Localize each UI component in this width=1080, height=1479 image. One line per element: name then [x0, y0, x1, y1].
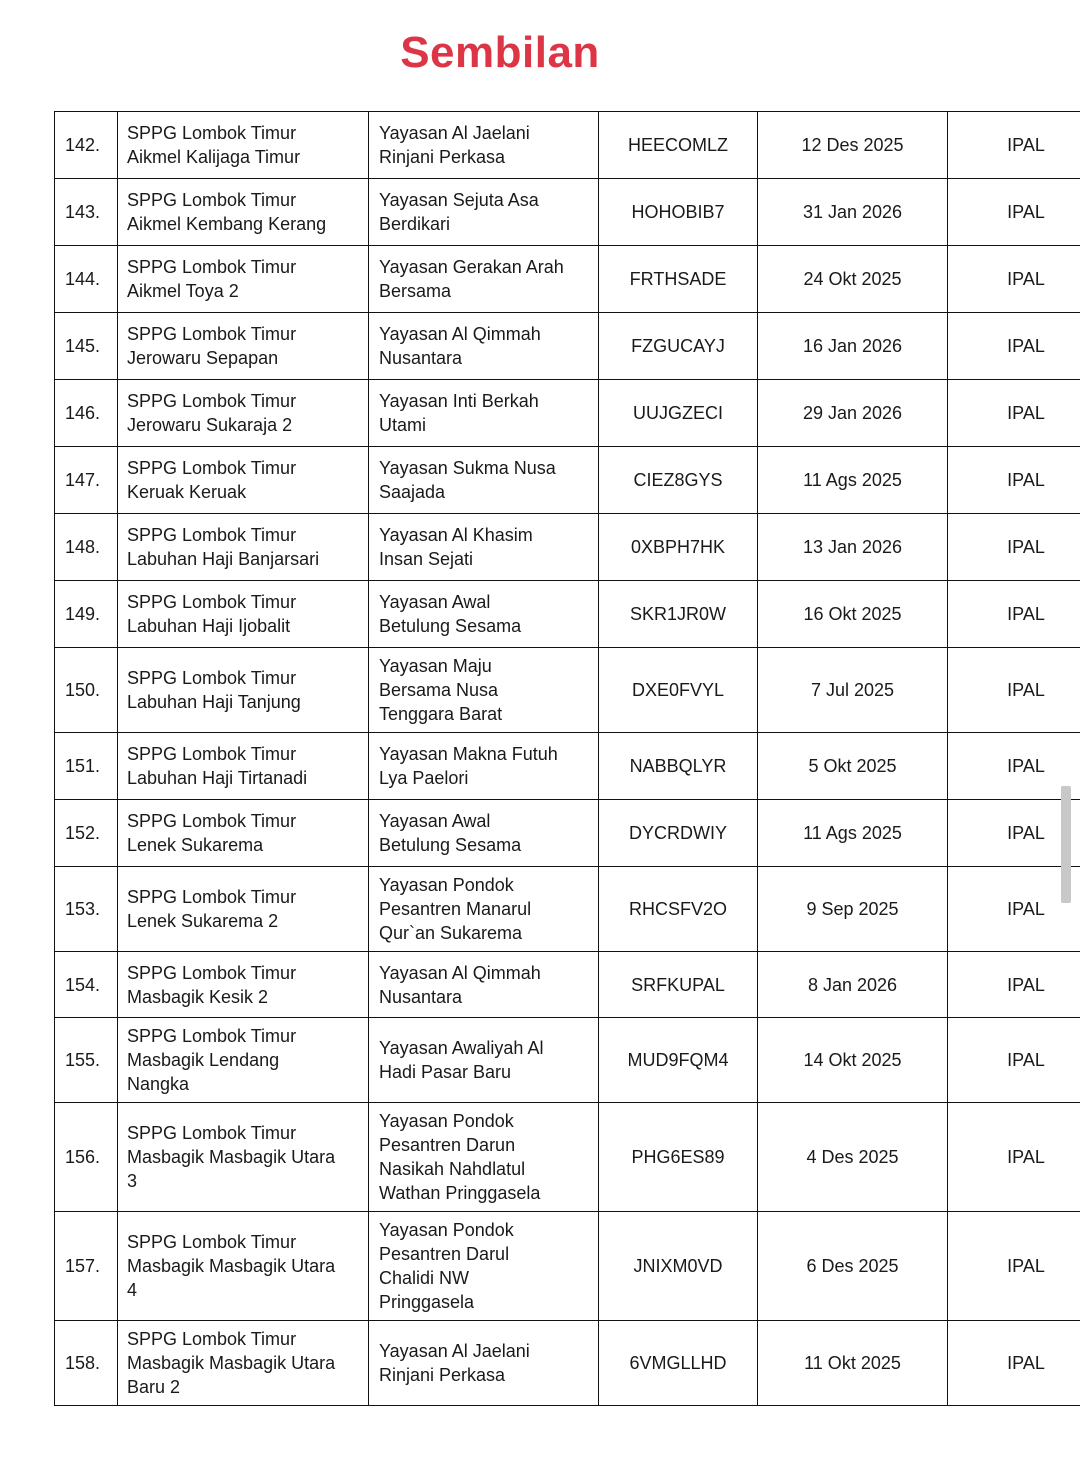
sppg-name — [118, 112, 369, 179]
type-cell: IPAL — [948, 246, 1080, 313]
sppg-name-line: Aikmel Toya 2 — [127, 281, 239, 301]
table-row — [55, 112, 1080, 179]
sppg-name — [118, 380, 369, 447]
sppg-name-line: 4 — [127, 1280, 138, 1300]
foundation-name-line: Yayasan Al Qimmah — [379, 324, 541, 344]
sppg-name-line: Masbagik Kesik 2 — [127, 986, 269, 1007]
type-cell: IPAL — [948, 313, 1080, 380]
foundation-name — [369, 648, 599, 733]
sppg-name-line: Labuhan Haji Tirtanadi — [127, 768, 308, 788]
table-row — [55, 1321, 1080, 1406]
sppg-name-line: SPPG Lombok Timur — [127, 1026, 297, 1046]
foundation-name — [369, 112, 599, 179]
foundation-name-line: Tenggara Barat — [379, 704, 503, 724]
sppg-name-line: Aikmel Kembang Kerang — [127, 214, 327, 234]
sppg-name — [118, 1212, 369, 1321]
date-cell: 13 Jan 2026 — [758, 514, 948, 581]
sppg-name-line: 3 — [127, 1171, 138, 1191]
type-cell: IPAL — [948, 648, 1080, 733]
sppg-name-line: SPPG Lombok Timur — [127, 190, 297, 210]
sppg-name-line: SPPG Lombok Timur — [127, 744, 297, 764]
sppg-name-line: Labuhan Haji Ijobalit — [127, 616, 291, 636]
foundation-name — [369, 1321, 599, 1406]
foundation-name — [369, 581, 599, 648]
row-number: 147. — [55, 447, 118, 514]
foundation-name — [369, 447, 599, 514]
foundation-name-line: Yayasan Al Jaelani — [379, 123, 530, 143]
registration-code: FZGUCAYJ — [599, 313, 758, 380]
sppg-table — [54, 111, 1080, 1406]
date-cell: 16 Jan 2026 — [758, 313, 948, 380]
row-number: 156. — [55, 1103, 118, 1212]
type-cell: IPAL — [948, 1321, 1080, 1406]
sppg-name-line: SPPG Lombok Timur — [127, 668, 297, 688]
type-cell: IPAL — [948, 952, 1080, 1018]
date-cell: 31 Jan 2026 — [758, 179, 948, 246]
registration-code: PHG6ES89 — [599, 1103, 758, 1212]
sppg-name — [118, 648, 369, 733]
registration-code: 0XBPH7HK — [599, 514, 758, 581]
foundation-name-line: Yayasan Pondok — [379, 1220, 514, 1240]
date-cell: 11 Ags 2025 — [758, 447, 948, 514]
date-cell: 7 Jul 2025 — [758, 648, 948, 733]
row-number: 150. — [55, 648, 118, 733]
registration-code: RHCSFV2O — [599, 867, 758, 952]
sppg-name — [118, 1018, 369, 1103]
foundation-name — [369, 179, 599, 246]
foundation-name-line: Pesantren Darun — [379, 1135, 516, 1155]
foundation-name-line: Bersama Nusa — [379, 680, 499, 700]
sppg-name — [118, 733, 369, 800]
sppg-name-line: SPPG Lombok Timur — [127, 887, 297, 907]
sppg-name-line: Masbagik Masbagik Utara — [127, 1353, 336, 1373]
sppg-name — [118, 581, 369, 648]
type-cell: IPAL — [948, 733, 1080, 800]
foundation-name-line: Yayasan Maju — [379, 656, 492, 676]
sppg-name-line: Keruak Keruak — [127, 482, 247, 502]
foundation-name-line: Yayasan Makna Futuh — [379, 744, 558, 764]
foundation-name-line: Utami — [379, 415, 427, 435]
row-number: 158. — [55, 1321, 118, 1406]
foundation-name-line: Yayasan Al Jaelani — [379, 1341, 530, 1361]
foundation-name-line: Qur`an Sukarema — [379, 923, 523, 943]
foundation-name-line: Yayasan Awal — [379, 811, 491, 831]
row-number: 143. — [55, 179, 118, 246]
sppg-name-line: SPPG Lombok Timur — [127, 525, 297, 545]
table-row — [55, 246, 1080, 313]
registration-code: JNIXM0VD — [599, 1212, 758, 1321]
sppg-name-line: SPPG Lombok Timur — [127, 962, 297, 983]
sppg-name-line: Masbagik Lendang — [127, 1050, 280, 1070]
sppg-name-line: Labuhan Haji Tanjung — [127, 692, 301, 712]
row-number: 157. — [55, 1212, 118, 1321]
foundation-name — [369, 800, 599, 867]
date-cell: 14 Okt 2025 — [758, 1018, 948, 1103]
type-cell: IPAL — [948, 380, 1080, 447]
vertical-scrollbar[interactable] — [1061, 786, 1071, 903]
sppg-name-line: Jerowaru Sukaraja 2 — [127, 415, 293, 435]
date-cell: 11 Ags 2025 — [758, 800, 948, 867]
foundation-name — [369, 1212, 599, 1321]
row-number: 142. — [55, 112, 118, 179]
table-row — [55, 1103, 1080, 1212]
table-row — [55, 867, 1080, 952]
date-cell: 24 Okt 2025 — [758, 246, 948, 313]
type-cell: IPAL — [948, 581, 1080, 648]
sppg-name-line: SPPG Lombok Timur — [127, 1123, 297, 1143]
registration-code: NABBQLYR — [599, 733, 758, 800]
table-row — [55, 648, 1080, 733]
sppg-name-line: SPPG Lombok Timur — [127, 257, 297, 277]
foundation-name-line: Pringgasela — [379, 1292, 475, 1312]
date-cell: 12 Des 2025 — [758, 112, 948, 179]
foundation-name-line: Yayasan Sejuta Asa — [379, 190, 539, 210]
date-cell: 8 Jan 2026 — [758, 952, 948, 1018]
foundation-name-line: Betulung Sesama — [379, 616, 522, 636]
date-cell: 4 Des 2025 — [758, 1103, 948, 1212]
type-cell: IPAL — [948, 112, 1080, 179]
foundation-name-line: Yayasan Inti Berkah — [379, 391, 539, 411]
foundation-name-line: Hadi Pasar Baru — [379, 1062, 512, 1082]
foundation-name-line: Lya Paelori — [379, 768, 469, 788]
date-cell: 6 Des 2025 — [758, 1212, 948, 1321]
sppg-name-line: Masbagik Masbagik Utara — [127, 1147, 336, 1167]
type-cell: IPAL — [948, 800, 1080, 867]
type-cell: IPAL — [948, 514, 1080, 581]
table-row — [55, 1212, 1080, 1321]
sppg-name — [118, 246, 369, 313]
type-cell: IPAL — [948, 1103, 1080, 1212]
row-number: 151. — [55, 733, 118, 800]
type-cell: IPAL — [948, 447, 1080, 514]
sppg-name-line: Masbagik Masbagik Utara — [127, 1256, 336, 1276]
sppg-name — [118, 447, 369, 514]
foundation-name — [369, 952, 599, 1018]
table-row — [55, 514, 1080, 581]
sppg-name-line: SPPG Lombok Timur — [127, 123, 297, 143]
sppg-name-line: SPPG Lombok Timur — [127, 1329, 297, 1349]
foundation-name — [369, 313, 599, 380]
foundation-name-line: Nasikah Nahdlatul — [379, 1159, 526, 1179]
foundation-name — [369, 733, 599, 800]
foundation-name — [369, 1103, 599, 1212]
registration-code: SKR1JR0W — [599, 581, 758, 648]
sppg-name-line: SPPG Lombok Timur — [127, 391, 297, 411]
row-number: 146. — [55, 380, 118, 447]
row-number: 153. — [55, 867, 118, 952]
type-cell: IPAL — [948, 179, 1080, 246]
sppg-name — [118, 1103, 369, 1212]
registration-code: HEECOMLZ — [599, 112, 758, 179]
foundation-name — [369, 246, 599, 313]
foundation-name-line: Nusantara — [379, 348, 463, 368]
table-row — [55, 447, 1080, 514]
row-number: 149. — [55, 581, 118, 648]
row-number: 152. — [55, 800, 118, 867]
sppg-name-line: Jerowaru Sepapan — [127, 348, 279, 368]
sppg-name — [118, 952, 369, 1018]
table-row — [55, 952, 1080, 1018]
sppg-name — [118, 179, 369, 246]
registration-code: UUJGZECI — [599, 380, 758, 447]
sppg-name-line: Lenek Sukarema 2 — [127, 911, 279, 931]
foundation-name — [369, 1018, 599, 1103]
registration-code: DYCRDWIY — [599, 800, 758, 867]
foundation-name-line: Pesantren Darul — [379, 1244, 510, 1264]
sppg-name-line: SPPG Lombok Timur — [127, 324, 297, 344]
sppg-name — [118, 800, 369, 867]
table-row — [55, 313, 1080, 380]
row-number: 155. — [55, 1018, 118, 1103]
registration-code: HOHOBIB7 — [599, 179, 758, 246]
foundation-name-line: Rinjani Perkasa — [379, 147, 506, 167]
row-number: 154. — [55, 952, 118, 1018]
table-row — [55, 179, 1080, 246]
table-row — [55, 380, 1080, 447]
foundation-name-line: Wathan Pringgasela — [379, 1183, 541, 1203]
foundation-name-line: Yayasan Pondok — [379, 875, 514, 895]
sppg-name-line: SPPG Lombok Timur — [127, 458, 297, 478]
table-row — [55, 581, 1080, 648]
sppg-name-line: Aikmel Kalijaga Timur — [127, 147, 301, 167]
sppg-name-line: Baru 2 — [127, 1377, 181, 1397]
foundation-name-line: Yayasan Awaliyah Al — [379, 1038, 544, 1058]
date-cell: 9 Sep 2025 — [758, 867, 948, 952]
sppg-name-line: SPPG Lombok Timur — [127, 811, 297, 831]
table-body — [55, 112, 1080, 1406]
foundation-name-line: Yayasan Al Khasim — [379, 525, 533, 545]
sppg-name-line: SPPG Lombok Timur — [127, 1232, 297, 1252]
sppg-name — [118, 1321, 369, 1406]
foundation-name-line: Nusantara — [379, 986, 463, 1007]
row-number: 145. — [55, 313, 118, 380]
foundation-name-line: Yayasan Al Qimmah — [379, 962, 541, 983]
foundation-name-line: Yayasan Awal — [379, 592, 491, 612]
sppg-name-line: Lenek Sukarema — [127, 835, 264, 855]
foundation-name-line: Rinjani Perkasa — [379, 1365, 506, 1385]
foundation-name-line: Yayasan Gerakan Arah — [379, 257, 564, 277]
foundation-name-line: Berdikari — [379, 214, 451, 234]
row-number: 144. — [55, 246, 118, 313]
foundation-name-line: Yayasan Pondok — [379, 1111, 514, 1131]
registration-code: MUD9FQM4 — [599, 1018, 758, 1103]
sppg-name-line: Nangka — [127, 1074, 190, 1094]
foundation-name-line: Insan Sejati — [379, 549, 474, 569]
table-row — [55, 1018, 1080, 1103]
sppg-name-line: Labuhan Haji Banjarsari — [127, 549, 320, 569]
sppg-name — [118, 313, 369, 380]
foundation-name-line: Pesantren Manarul — [379, 899, 532, 919]
foundation-name-line: Yayasan Sukma Nusa — [379, 458, 556, 478]
registration-code: FRTHSADE — [599, 246, 758, 313]
foundation-name-line: Saajada — [379, 482, 446, 502]
foundation-name — [369, 867, 599, 952]
registration-code: CIEZ8GYS — [599, 447, 758, 514]
foundation-name — [369, 380, 599, 447]
row-number: 148. — [55, 514, 118, 581]
registration-code: SRFKUPAL — [599, 952, 758, 1018]
sppg-name — [118, 514, 369, 581]
foundation-name — [369, 514, 599, 581]
foundation-name-line: Betulung Sesama — [379, 835, 522, 855]
type-cell: IPAL — [948, 867, 1080, 952]
date-cell: 11 Okt 2025 — [758, 1321, 948, 1406]
registration-code: DXE0FVYL — [599, 648, 758, 733]
foundation-name-line: Chalidi NW — [379, 1268, 470, 1288]
registration-code: 6VMGLLHD — [599, 1321, 758, 1406]
page-title: Sembilan — [400, 28, 600, 77]
sppg-name-line: SPPG Lombok Timur — [127, 592, 297, 612]
type-cell: IPAL — [948, 1212, 1080, 1321]
table-row — [55, 733, 1080, 800]
date-cell: 5 Okt 2025 — [758, 733, 948, 800]
sppg-name — [118, 867, 369, 952]
date-cell: 16 Okt 2025 — [758, 581, 948, 648]
date-cell: 29 Jan 2026 — [758, 380, 948, 447]
type-cell: IPAL — [948, 1018, 1080, 1103]
foundation-name-line: Bersama — [379, 281, 452, 301]
table-row — [55, 800, 1080, 867]
